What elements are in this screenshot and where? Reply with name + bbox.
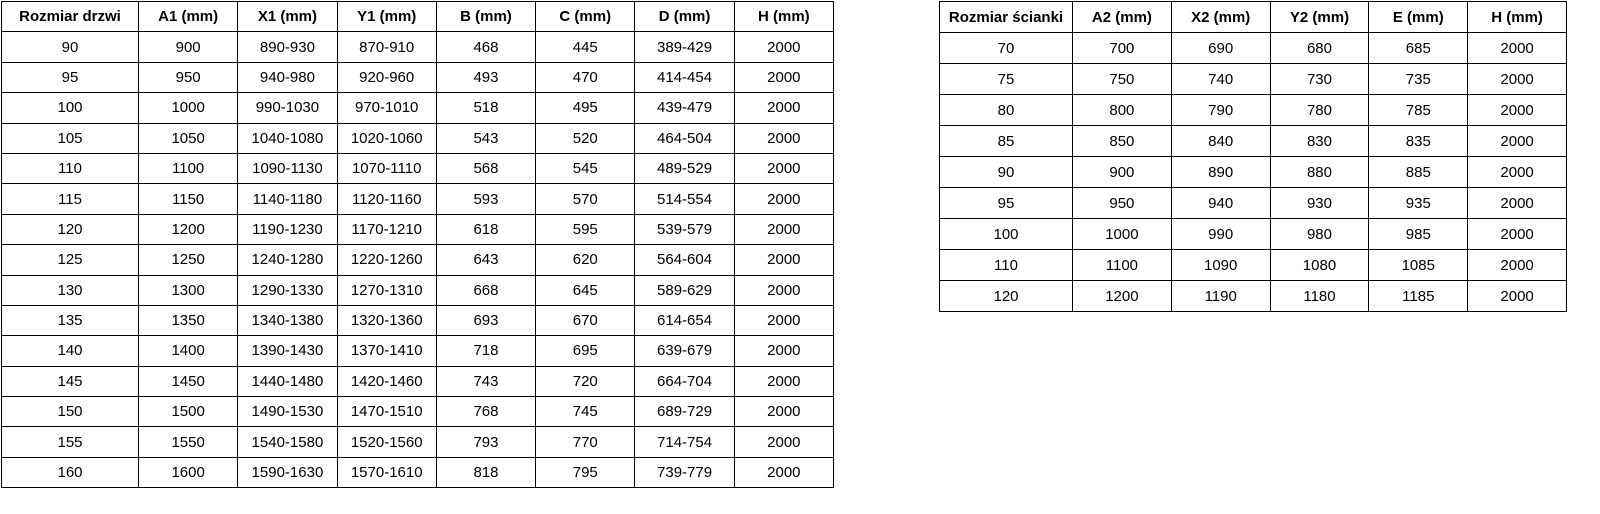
column-header: X2 (mm) [1171,2,1270,33]
table-row [2,184,834,214]
table-cell: 1170-1210 [337,214,436,244]
table-cell: 990-1030 [238,93,337,123]
table-cell: 1000 [1073,219,1172,250]
table-cell: 100 [940,219,1073,250]
table-cell: 1150 [139,184,238,214]
table-cell: 714-754 [635,427,734,457]
table-cell: 940 [1171,188,1270,219]
table-row [2,93,834,123]
table-cell: 470 [536,62,635,92]
table-cell: 620 [536,245,635,275]
table-cell: 900 [139,32,238,62]
table-cell: 1000 [139,93,238,123]
table-cell: 125 [2,245,139,275]
table-cell: 1100 [1073,250,1172,281]
table-cell: 90 [940,157,1073,188]
table-cell: 2000 [1468,157,1567,188]
table-cell: 930 [1270,188,1369,219]
table-cell: 1490-1530 [238,397,337,427]
table-cell: 1270-1310 [337,275,436,305]
table-cell: 120 [940,281,1073,312]
table-cell: 95 [2,62,139,92]
table-cell: 1180 [1270,281,1369,312]
table-cell: 2000 [1468,95,1567,126]
table-cell: 1190 [1171,281,1270,312]
table-cell: 1420-1460 [337,366,436,396]
table-cell: 940-980 [238,62,337,92]
table-row [2,32,834,62]
table-cell: 85 [940,126,1073,157]
table-cell: 120 [2,214,139,244]
table-cell: 2000 [734,457,833,487]
table-cell: 2000 [734,184,833,214]
table-cell: 2000 [734,32,833,62]
table-cell: 743 [436,366,535,396]
table-cell: 2000 [1468,64,1567,95]
table-cell: 2000 [1468,33,1567,64]
table-cell: 770 [536,427,635,457]
table-cell: 135 [2,305,139,335]
table-cell: 614-654 [635,305,734,335]
table-cell: 670 [536,305,635,335]
table-cell: 830 [1270,126,1369,157]
table-row [940,219,1567,250]
table-row [2,62,834,92]
table-row [940,33,1567,64]
table-cell: 700 [1073,33,1172,64]
table-cell: 543 [436,123,535,153]
table-cell: 980 [1270,219,1369,250]
table-row [2,275,834,305]
column-header: Rozmiar drzwi [2,2,139,32]
table-cell: 1100 [139,153,238,183]
table-cell: 1050 [139,123,238,153]
table-cell: 2000 [1468,250,1567,281]
table-cell: 2000 [734,153,833,183]
table-cell: 1470-1510 [337,397,436,427]
table-cell: 2000 [734,397,833,427]
table-cell: 1500 [139,397,238,427]
table-cell: 695 [536,336,635,366]
table-row [2,366,834,396]
table-cell: 464-504 [635,123,734,153]
table-row [940,95,1567,126]
table-cell: 105 [2,123,139,153]
table-cell: 1085 [1369,250,1468,281]
table-row [2,397,834,427]
wall-panel-sizes-table [939,1,1567,312]
table-row [2,245,834,275]
table-cell: 745 [536,397,635,427]
door-sizes-table [1,1,834,488]
table-cell: 439-479 [635,93,734,123]
table-cell: 2000 [1468,188,1567,219]
table-cell: 1570-1610 [337,457,436,487]
header-row [2,2,834,32]
column-header: H (mm) [1468,2,1567,33]
table-cell: 1440-1480 [238,366,337,396]
table-cell: 870-910 [337,32,436,62]
table-cell: 1220-1260 [337,245,436,275]
table-cell: 145 [2,366,139,396]
column-header: A1 (mm) [139,2,238,32]
table-cell: 785 [1369,95,1468,126]
table-cell: 389-429 [635,32,734,62]
table-row [940,188,1567,219]
table-row [2,336,834,366]
table-cell: 115 [2,184,139,214]
table-cell: 739-779 [635,457,734,487]
table-cell: 950 [139,62,238,92]
table-cell: 2000 [734,214,833,244]
table-row [940,126,1567,157]
table-cell: 518 [436,93,535,123]
table-cell: 589-629 [635,275,734,305]
table-cell: 2000 [1468,219,1567,250]
table-cell: 1090-1130 [238,153,337,183]
table-cell: 80 [940,95,1073,126]
table-row [2,123,834,153]
table-cell: 2000 [734,305,833,335]
table-cell: 720 [536,366,635,396]
table-cell: 1250 [139,245,238,275]
table-cell: 130 [2,275,139,305]
table-row [940,250,1567,281]
table-cell: 740 [1171,64,1270,95]
table-row [940,281,1567,312]
table-cell: 493 [436,62,535,92]
table-cell: 1040-1080 [238,123,337,153]
column-header: C (mm) [536,2,635,32]
table-cell: 1600 [139,457,238,487]
table-row [940,157,1567,188]
table-cell: 514-554 [635,184,734,214]
table-cell: 70 [940,33,1073,64]
table-row [2,153,834,183]
column-header: X1 (mm) [238,2,337,32]
table-cell: 1320-1360 [337,305,436,335]
table-cell: 495 [536,93,635,123]
table-cell: 2000 [734,366,833,396]
table-cell: 160 [2,457,139,487]
table-cell: 150 [2,397,139,427]
table-cell: 885 [1369,157,1468,188]
table-cell: 643 [436,245,535,275]
table-cell: 718 [436,336,535,366]
table-cell: 545 [536,153,635,183]
table-cell: 1400 [139,336,238,366]
table-cell: 2000 [734,62,833,92]
table-cell: 850 [1073,126,1172,157]
table-cell: 645 [536,275,635,305]
table-cell: 835 [1369,126,1468,157]
table-cell: 668 [436,275,535,305]
table-cell: 790 [1171,95,1270,126]
table-cell: 2000 [734,93,833,123]
table-cell: 1290-1330 [238,275,337,305]
table-cell: 840 [1171,126,1270,157]
table-cell: 818 [436,457,535,487]
table-cell: 2000 [734,275,833,305]
table-cell: 1240-1280 [238,245,337,275]
table-cell: 100 [2,93,139,123]
table-cell: 693 [436,305,535,335]
table-cell: 685 [1369,33,1468,64]
column-header: Rozmiar ścianki [940,2,1073,33]
table-cell: 2000 [1468,126,1567,157]
table-cell: 618 [436,214,535,244]
table-cell: 155 [2,427,139,457]
column-header: B (mm) [436,2,535,32]
table-cell: 140 [2,336,139,366]
table-cell: 1520-1560 [337,427,436,457]
table-cell: 1080 [1270,250,1369,281]
table-cell: 920-960 [337,62,436,92]
column-header: E (mm) [1369,2,1468,33]
table-row [2,457,834,487]
table-cell: 1185 [1369,281,1468,312]
table-cell: 110 [2,153,139,183]
table-cell: 445 [536,32,635,62]
table-cell: 90 [2,32,139,62]
table-cell: 890 [1171,157,1270,188]
table-cell: 2000 [1468,281,1567,312]
column-header: D (mm) [635,2,734,32]
table-cell: 2000 [734,427,833,457]
header-row [940,2,1567,33]
table-cell: 595 [536,214,635,244]
table-cell: 990 [1171,219,1270,250]
table-cell: 1340-1380 [238,305,337,335]
table-cell: 1540-1580 [238,427,337,457]
column-header: A2 (mm) [1073,2,1172,33]
table-cell: 780 [1270,95,1369,126]
table-cell: 539-579 [635,214,734,244]
table-cell: 75 [940,64,1073,95]
table-cell: 1120-1160 [337,184,436,214]
table-cell: 2000 [734,245,833,275]
column-header: Y1 (mm) [337,2,436,32]
table-cell: 664-704 [635,366,734,396]
column-header: H (mm) [734,2,833,32]
table-cell: 1390-1430 [238,336,337,366]
table-cell: 795 [536,457,635,487]
table-cell: 1370-1410 [337,336,436,366]
table-cell: 639-679 [635,336,734,366]
table-cell: 730 [1270,64,1369,95]
table-cell: 680 [1270,33,1369,64]
table-cell: 1020-1060 [337,123,436,153]
table-cell: 593 [436,184,535,214]
table-cell: 2000 [734,336,833,366]
table-cell: 1300 [139,275,238,305]
table-cell: 1190-1230 [238,214,337,244]
table-row [2,427,834,457]
table-cell: 768 [436,397,535,427]
table-cell: 985 [1369,219,1468,250]
table-cell: 950 [1073,188,1172,219]
column-header: Y2 (mm) [1270,2,1369,33]
table-cell: 890-930 [238,32,337,62]
table-row [2,214,834,244]
table-cell: 1550 [139,427,238,457]
table-cell: 564-604 [635,245,734,275]
table-cell: 570 [536,184,635,214]
table-cell: 880 [1270,157,1369,188]
table-cell: 970-1010 [337,93,436,123]
table-cell: 1140-1180 [238,184,337,214]
table-cell: 468 [436,32,535,62]
table-cell: 489-529 [635,153,734,183]
table-cell: 690 [1171,33,1270,64]
table-row [940,64,1567,95]
table-cell: 568 [436,153,535,183]
table-cell: 1070-1110 [337,153,436,183]
table-cell: 1200 [139,214,238,244]
table-row [2,305,834,335]
table-cell: 1090 [1171,250,1270,281]
table-cell: 414-454 [635,62,734,92]
table-cell: 110 [940,250,1073,281]
table-cell: 735 [1369,64,1468,95]
table-cell: 2000 [734,123,833,153]
table-cell: 95 [940,188,1073,219]
table-cell: 793 [436,427,535,457]
table-cell: 689-729 [635,397,734,427]
table-cell: 1590-1630 [238,457,337,487]
table-cell: 1350 [139,305,238,335]
table-cell: 900 [1073,157,1172,188]
table-cell: 750 [1073,64,1172,95]
table-cell: 935 [1369,188,1468,219]
table-cell: 1200 [1073,281,1172,312]
table-cell: 800 [1073,95,1172,126]
table-cell: 520 [536,123,635,153]
table-cell: 1450 [139,366,238,396]
